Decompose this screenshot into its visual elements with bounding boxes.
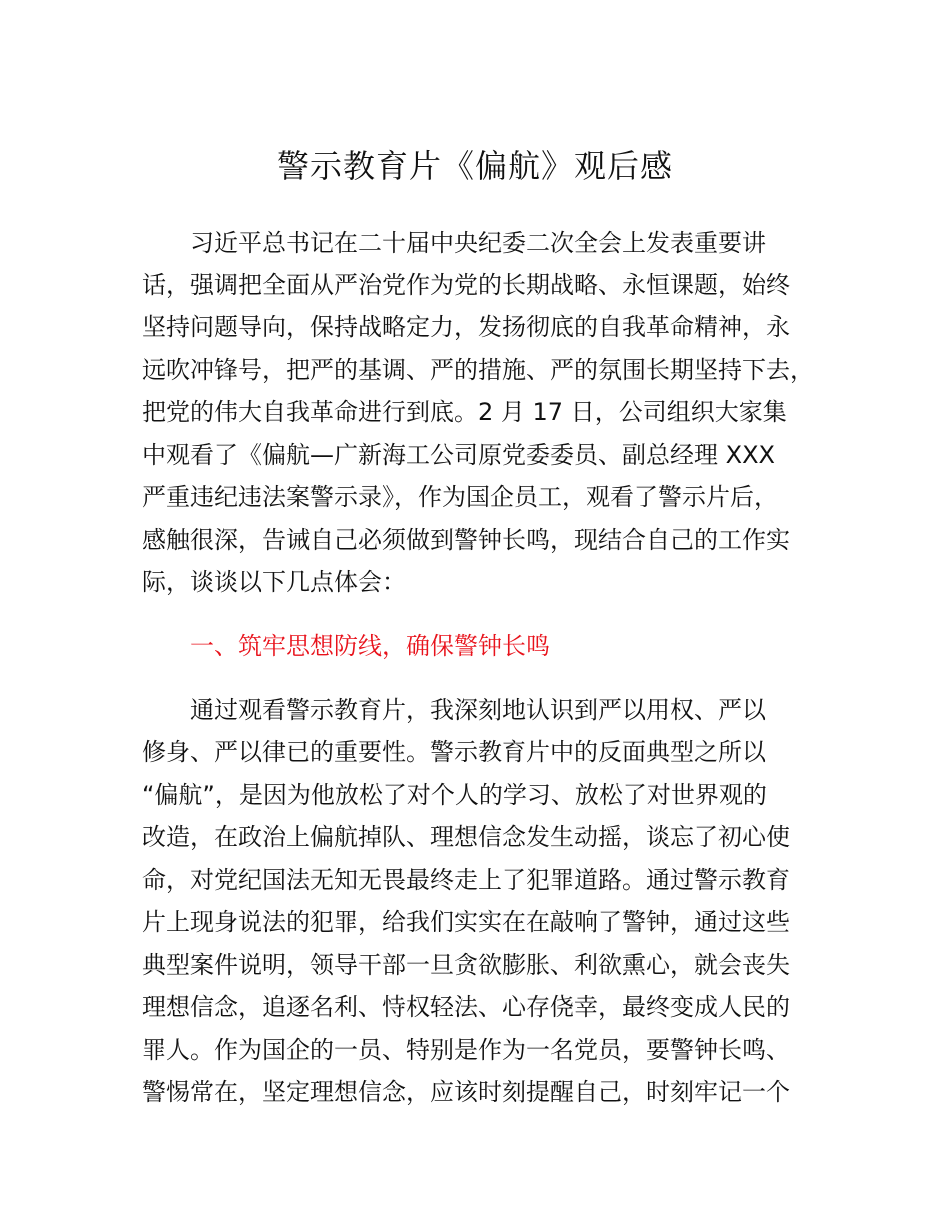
paragraph-line: 际，谈谈以下几点体会： [142,568,406,596]
paragraph-line: 话，强调把全面从严治党作为党的长期战略、永恒课题，始终 [142,271,790,299]
paragraph-line: 罪人。作为国企的一员、特别是作为一名党员，要警钟长鸣、 [142,1036,790,1064]
paragraph-line: 修身、严以律已的重要性。警示教育片中的反面典型之所以 [142,738,766,766]
paragraph-line: 把党的伟大自我革命进行到底。2 月 17 日，公司组织大家集 [142,398,787,426]
paragraph-line: 通过观看警示教育片，我深刻地认识到严以用权、严以 [190,696,766,724]
paragraph-line: 坚持问题导向，保持战略定力，发扬彻底的自我革命精神，永 [142,313,790,341]
paragraph-line: 感触很深，告诫自己必须做到警钟长鸣，现结合自己的工作实 [142,526,790,554]
paragraph-line: 警惕常在，坚定理想信念，应该时刻提醒自己，时刻牢记一个 [142,1078,790,1106]
paragraph-line: 远吹冲锋号，把严的基调、严的措施、严的氛围长期坚持下去， [142,356,814,384]
paragraph-line: 习近平总书记在二十届中央纪委二次全会上发表重要讲 [190,229,766,257]
paragraph-line: 严重违纪违法案警示录》，作为国企员工，观看了警示片后， [142,483,778,511]
document-title: 警示教育片《偏航》观后感 [276,147,673,185]
paragraph-line: 典型案件说明，领导干部一旦贪欲膨胀、利欲熏心，就会丧失 [142,951,790,979]
paragraph-line: 命，对党纪国法无知无畏最终走上了犯罪道路。通过警示教育 [142,866,790,894]
paragraph-line: “偏航”，是因为他放松了对个人的学习、放松了对世界观的 [142,781,767,809]
paragraph-line: 片上现身说法的犯罪，给我们实实在在敲响了警钟，通过这些 [142,908,790,936]
paragraph-line: 理想信念，追逐名利、恃权轻法、心存侥幸，最终变成人民的 [142,993,790,1021]
paragraph-line: 中观看了《偏航—广新海工公司原党委委员、副总经理 XXX [142,441,775,469]
section-heading: 一、筑牢思想防线，确保警钟长鸣 [190,632,550,660]
paragraph-line: 改造，在政治上偏航掉队、理想信念发生动摇，谈忘了初心使 [142,823,790,851]
